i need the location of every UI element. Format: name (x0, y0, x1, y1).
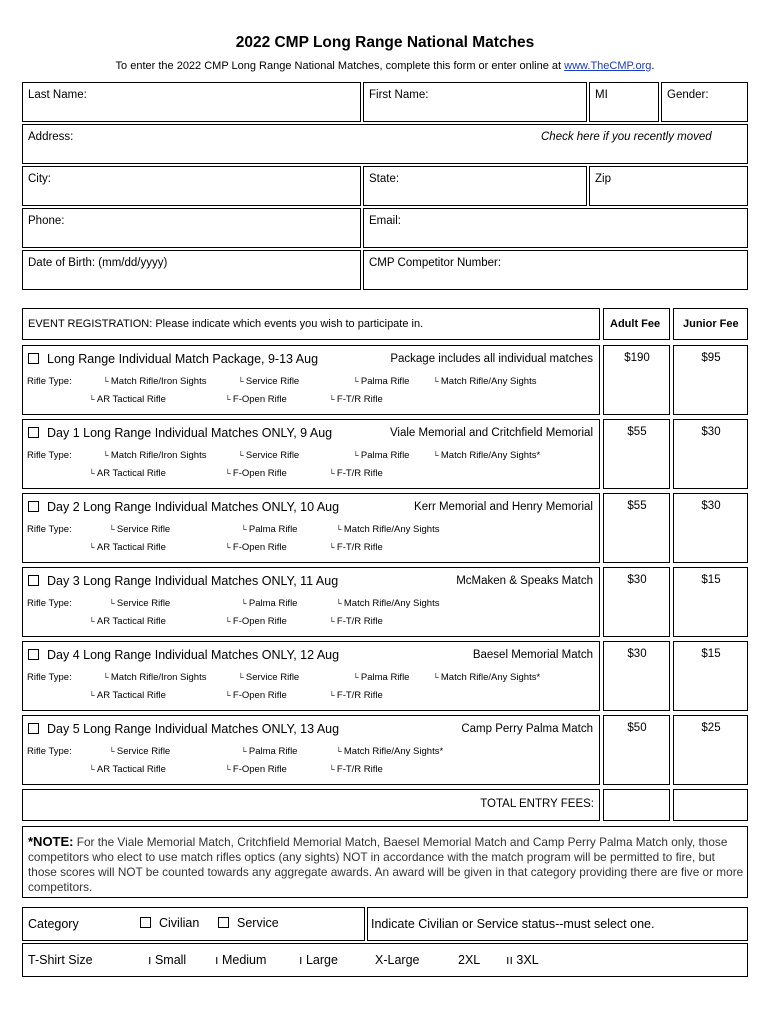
civilian-checkbox[interactable] (140, 916, 199, 930)
checkbox-mark-icon: └ (329, 691, 337, 700)
checkbox-mark-icon: └ (241, 525, 249, 534)
rifle-option-label: Service Rifle (116, 524, 171, 535)
tshirt-field (22, 943, 748, 977)
checkbox-mark-icon: └ (225, 617, 233, 626)
checkbox-mark-icon: └ (89, 543, 97, 552)
rifle-option-label: Service Rifle (116, 598, 171, 609)
rifle-option-label: Palma Rifle (360, 376, 410, 387)
rifle-option-label: Palma Rifle (248, 598, 298, 609)
rifle-option[interactable] (89, 764, 166, 775)
checkbox-icon (28, 649, 39, 660)
adult-fee-value: $55 (627, 426, 647, 438)
rifle-option-label: Palma Rifle (360, 672, 410, 683)
rifle-option-label: Match Rifle/Iron Sights (110, 376, 207, 387)
rifle-option[interactable] (89, 394, 166, 405)
rifle-option-label: AR Tactical Rifle (96, 764, 166, 775)
checkbox-mark-icon: └ (353, 377, 361, 386)
checkbox-mark-icon: └ (329, 765, 337, 774)
rifle-option[interactable] (241, 598, 297, 609)
phone-field[interactable] (22, 208, 361, 248)
gender-label: Gender: (667, 89, 709, 101)
event-row (22, 567, 600, 637)
civilian-label: Civilian (159, 916, 200, 930)
rifle-option-label: Palma Rifle (360, 450, 410, 461)
checkbox-mark-icon: └ (103, 451, 111, 460)
checkbox-mark-icon: └ (353, 451, 361, 460)
email-label: Email: (369, 215, 401, 227)
rifle-option-label: AR Tactical Rifle (96, 468, 166, 479)
tshirt-large-label: Large (305, 953, 338, 967)
event-title: Day 2 Long Range Individual Matches ONLY, 10 Aug (47, 500, 340, 514)
adult-fee-value: $30 (627, 648, 647, 660)
event-title: Day 4 Long Range Individual Matches ONLY, 12 Aug (47, 648, 340, 662)
rifle-option[interactable] (89, 468, 166, 479)
junior-fee-value: $95 (701, 352, 721, 364)
checkbox-mark-icon: └ (225, 469, 233, 478)
dob-field[interactable] (22, 250, 361, 290)
rifle-type-label: Rifle Type: (27, 450, 72, 461)
last-name-label: Last Name: (28, 89, 87, 101)
rifle-option[interactable] (433, 672, 540, 683)
adult-fee-cell (603, 641, 670, 711)
event-checkbox[interactable] (28, 648, 339, 662)
rifle-option[interactable] (336, 746, 443, 757)
rifle-option-label: Match Rifle/Any Sights* (343, 746, 444, 757)
adult-fee-cell (603, 715, 670, 785)
event-row (22, 715, 600, 785)
rifle-option[interactable] (353, 450, 409, 461)
event-row (22, 345, 600, 415)
mi-field[interactable] (589, 82, 659, 122)
total-row (22, 789, 600, 821)
event-checkbox[interactable] (28, 722, 339, 736)
rifle-option[interactable] (225, 468, 287, 479)
rifle-option[interactable] (109, 746, 170, 757)
adult-fee-value: $50 (627, 722, 647, 734)
event-description: Baesel Memorial Match (472, 649, 593, 661)
rifle-option-label: AR Tactical Rifle (96, 690, 166, 701)
event-row (22, 641, 600, 711)
cmp-website-link[interactable]: www.TheCMP.org (564, 60, 652, 72)
rifle-option[interactable] (89, 542, 166, 553)
tshirt-small[interactable]: ı Small (148, 953, 187, 967)
rifle-option-label: Match Rifle/Any Sights* (440, 450, 541, 461)
service-checkbox[interactable] (218, 916, 279, 930)
event-checkbox[interactable] (28, 500, 339, 514)
rifle-option[interactable] (103, 450, 206, 461)
junior-fee-value: $30 (701, 426, 721, 438)
checkbox-mark-icon: └ (103, 377, 111, 386)
service-label: Service (237, 916, 279, 930)
checkbox-icon (28, 353, 39, 364)
rifle-option-label: F-Open Rifle (232, 468, 287, 479)
adult-fee-cell (603, 345, 670, 415)
checkbox-mark-icon: └ (225, 543, 233, 552)
checkbox-icon (28, 723, 39, 734)
checkbox-mark-icon: └ (433, 673, 441, 682)
rifle-type-label: Rifle Type: (27, 376, 72, 387)
rifle-option[interactable] (225, 764, 287, 775)
rifle-option[interactable] (109, 524, 170, 535)
tshirt-3xl-label: 3XL (516, 953, 539, 967)
event-checkbox[interactable] (28, 574, 338, 588)
rifle-option[interactable] (225, 394, 287, 405)
event-registration-label: EVENT REGISTRATION: Please indicate which events you wish to participate in. (28, 318, 424, 330)
rifle-option-label: Match Rifle/Iron Sights (110, 672, 207, 683)
zip-label: Zip (595, 173, 611, 185)
email-field[interactable] (363, 208, 748, 248)
checkbox-mark-icon: └ (329, 543, 337, 552)
recently-moved-checkbox[interactable]: Check here if you recently moved (541, 131, 712, 143)
tshirt-xlarge-label: X-Large (375, 953, 420, 967)
page-title: 2022 CMP Long Range National Matches (235, 34, 535, 51)
rifle-option-label: AR Tactical Rifle (96, 542, 166, 553)
rifle-option-label: Service Rifle (245, 450, 300, 461)
junior-fee-label: Junior Fee (683, 318, 739, 330)
junior-fee-cell (673, 641, 748, 711)
rifle-option-label: F-Open Rifle (232, 394, 287, 405)
junior-fee-header (673, 308, 748, 340)
city-field[interactable] (22, 166, 361, 206)
state-label: State: (369, 173, 400, 185)
checkbox-mark-icon: └ (109, 599, 117, 608)
tshirt-medium-label: Medium (221, 953, 267, 967)
checkbox-mark-icon: └ (329, 469, 337, 478)
event-description: Package includes all individual matches (390, 353, 593, 365)
adult-fee-value: $190 (624, 352, 650, 364)
category-instruction: Indicate Civilian or Service status--must select one. (371, 917, 655, 931)
junior-fee-cell (673, 345, 748, 415)
rifle-option[interactable] (329, 616, 383, 627)
rifle-option[interactable] (238, 376, 299, 387)
total-label: TOTAL ENTRY FEES: (480, 798, 594, 810)
note-text: For the Viale Memorial Match, Critchfield Memorial Match, Baesel Memorial Match and Camp Perry Palma Match only, those competitors who elect to use match rifles optics (any sights) NOT in accordance with the match program will be permitted to fire, but those scores will NOT be counted towards any aggregate awards. An award will be given in that category providing there are five or more competitors. (28, 835, 744, 894)
checkbox-mark-icon: └ (329, 395, 337, 404)
junior-fee-cell (673, 493, 748, 563)
checkbox-mark-icon: └ (225, 765, 233, 774)
checkbox-mark-icon: └ (336, 747, 344, 756)
checkbox-mark-icon: └ (89, 617, 97, 626)
rifle-type-label: Rifle Type: (27, 524, 72, 535)
rifle-option[interactable] (225, 690, 287, 701)
cmp-number-label: CMP Competitor Number: (369, 257, 502, 269)
rifle-option[interactable] (433, 376, 536, 387)
junior-fee-value: $25 (701, 722, 721, 734)
category-field (22, 907, 365, 941)
first-name-label: First Name: (369, 89, 429, 101)
tshirt-medium[interactable]: ı Medium (215, 953, 267, 967)
rifle-type-label: Rifle Type: (27, 598, 72, 609)
checkbox-icon (28, 575, 39, 586)
rifle-option-label: Service Rifle (245, 672, 300, 683)
checkbox-icon (140, 917, 151, 928)
event-row (22, 419, 600, 489)
city-label: City: (28, 173, 51, 185)
rifle-option-label: F-Open Rifle (232, 764, 287, 775)
rifle-option[interactable] (329, 690, 383, 701)
tshirt-small-label: Small (154, 953, 187, 967)
checkbox-mark-icon: └ (109, 747, 117, 756)
rifle-option-label: F-Open Rifle (232, 616, 287, 627)
rifle-type-label: Rifle Type: (27, 746, 72, 757)
dob-label: Date of Birth: (mm/dd/yyyy) (28, 257, 168, 269)
event-checkbox[interactable] (28, 426, 332, 440)
first-name-field[interactable] (363, 82, 587, 122)
subtitle-text: To enter the 2022 CMP Long Range National Matches, complete this form or enter online at (115, 60, 562, 72)
rifle-option[interactable] (225, 542, 287, 553)
gender-field[interactable] (661, 82, 748, 122)
event-title: Day 3 Long Range Individual Matches ONLY, 11 Aug (47, 574, 339, 588)
tshirt-large[interactable]: ı Large (299, 953, 338, 967)
checkbox-mark-icon: └ (238, 377, 246, 386)
checkbox-mark-icon: └ (103, 673, 111, 682)
checkbox-mark-icon: └ (329, 617, 337, 626)
rifle-option-label: Palma Rifle (248, 524, 298, 535)
checkbox-mark-icon: └ (225, 691, 233, 700)
rifle-option-label: F-T/R Rifle (336, 690, 383, 701)
adult-fee-cell (603, 493, 670, 563)
tshirt-xlarge[interactable] (375, 953, 419, 967)
checkbox-icon (28, 501, 39, 512)
rifle-option-label: Match Rifle/Any Sights (343, 598, 440, 609)
checkbox-mark-icon: └ (109, 525, 117, 534)
checkbox-mark-icon: └ (89, 395, 97, 404)
checkbox-mark-icon: └ (241, 599, 249, 608)
rifle-option-label: Match Rifle/Any Sights* (440, 672, 541, 683)
rifle-option[interactable] (336, 524, 439, 535)
junior-fee-cell (673, 715, 748, 785)
adult-fee-value: $55 (627, 500, 647, 512)
tshirt-label: T-Shirt Size (28, 953, 93, 967)
rifle-option[interactable] (329, 542, 383, 553)
rifle-option[interactable] (238, 450, 299, 461)
rifle-option-label: Palma Rifle (248, 746, 298, 757)
rifle-option-label: AR Tactical Rifle (96, 394, 166, 405)
rifle-option[interactable] (103, 376, 206, 387)
checkbox-mark-icon: └ (433, 451, 441, 460)
event-title: Day 1 Long Range Individual Matches ONLY, 9 Aug (47, 426, 333, 440)
event-row (22, 493, 600, 563)
adult-fee-cell (603, 419, 670, 489)
rifle-option[interactable] (225, 616, 287, 627)
rifle-option[interactable] (329, 394, 383, 405)
checkbox-mark-icon: └ (89, 765, 97, 774)
rifle-option[interactable] (109, 598, 170, 609)
checkbox-mark-icon: └ (336, 599, 344, 608)
rifle-option-label: F-Open Rifle (232, 542, 287, 553)
mi-label: MI (595, 89, 608, 101)
rifle-option[interactable] (353, 376, 409, 387)
category-label: Category (28, 917, 79, 931)
total-junior-field[interactable] (673, 789, 748, 821)
address-field[interactable] (22, 124, 748, 164)
event-description: McMaken & Speaks Match (456, 575, 593, 587)
checkbox-mark-icon: └ (225, 395, 233, 404)
rifle-option-label: F-Open Rifle (232, 690, 287, 701)
rifle-option-label: Match Rifle/Any Sights (440, 376, 537, 387)
checkbox-mark-icon: └ (238, 451, 246, 460)
junior-fee-value: $15 (701, 648, 721, 660)
note-label: *NOTE: (28, 834, 74, 849)
phone-label: Phone: (28, 215, 65, 227)
event-description: Camp Perry Palma Match (461, 723, 593, 735)
checkbox-icon (218, 917, 229, 928)
rifle-option[interactable] (329, 764, 383, 775)
event-description: Viale Memorial and Critchfield Memorial (389, 427, 593, 439)
junior-fee-value: $15 (701, 574, 721, 586)
rifle-option[interactable] (336, 598, 439, 609)
page-subtitle (0, 60, 770, 72)
rifle-option-label: Match Rifle/Iron Sights (110, 450, 207, 461)
rifle-option-label: AR Tactical Rifle (96, 616, 166, 627)
checkbox-mark-icon: └ (89, 691, 97, 700)
adult-fee-cell (603, 567, 670, 637)
event-title: Long Range Individual Match Package, 9-13 Aug (47, 352, 319, 366)
adult-fee-value: $30 (627, 574, 647, 586)
rifle-option[interactable] (103, 672, 206, 683)
rifle-type-label: Rifle Type: (27, 672, 72, 683)
event-description: Kerr Memorial and Henry Memorial (414, 501, 593, 513)
rifle-option-label: Service Rifle (116, 746, 171, 757)
rifle-option-label: F-T/R Rifle (336, 542, 383, 553)
rifle-option[interactable] (89, 690, 166, 701)
junior-fee-cell (673, 419, 748, 489)
junior-fee-value: $30 (701, 500, 721, 512)
event-checkbox[interactable] (28, 352, 318, 366)
tshirt-2xl[interactable] (458, 953, 480, 967)
event-title: Day 5 Long Range Individual Matches ONLY, 13 Aug (47, 722, 340, 736)
tshirt-3xl[interactable]: ıı 3XL (506, 953, 539, 967)
rifle-option[interactable] (353, 672, 409, 683)
tshirt-2xl-label: 2XL (458, 953, 481, 967)
rifle-option-label: Match Rifle/Any Sights (343, 524, 440, 535)
rifle-option[interactable] (238, 672, 299, 683)
checkbox-mark-icon: └ (241, 747, 249, 756)
rifle-option-label: F-T/R Rifle (336, 764, 383, 775)
state-field[interactable] (363, 166, 587, 206)
last-name-field[interactable] (22, 82, 361, 122)
rifle-option-label: Service Rifle (245, 376, 300, 387)
adult-fee-header (603, 308, 670, 340)
rifle-option[interactable] (329, 468, 383, 479)
checkbox-mark-icon: └ (336, 525, 344, 534)
junior-fee-cell (673, 567, 748, 637)
checkbox-icon (28, 427, 39, 438)
rifle-option-label: F-T/R Rifle (336, 468, 383, 479)
cmp-number-field[interactable] (363, 250, 748, 290)
subtitle-end: . (651, 60, 655, 72)
rifle-option[interactable] (89, 616, 166, 627)
rifle-option-label: F-T/R Rifle (336, 394, 383, 405)
checkbox-mark-icon: └ (89, 469, 97, 478)
rifle-option[interactable] (241, 746, 297, 757)
category-instruction-cell (367, 907, 748, 941)
checkbox-mark-icon: └ (433, 377, 441, 386)
checkbox-mark-icon: └ (238, 673, 246, 682)
note (28, 834, 744, 895)
rifle-option[interactable] (433, 450, 540, 461)
rifle-option[interactable] (241, 524, 297, 535)
checkbox-mark-icon: └ (353, 673, 361, 682)
event-registration-header (22, 308, 600, 340)
rifle-option-label: F-T/R Rifle (336, 616, 383, 627)
zip-field[interactable] (589, 166, 748, 206)
adult-fee-label: Adult Fee (610, 318, 661, 330)
address-label: Address: (28, 131, 74, 143)
total-adult-field[interactable] (603, 789, 670, 821)
